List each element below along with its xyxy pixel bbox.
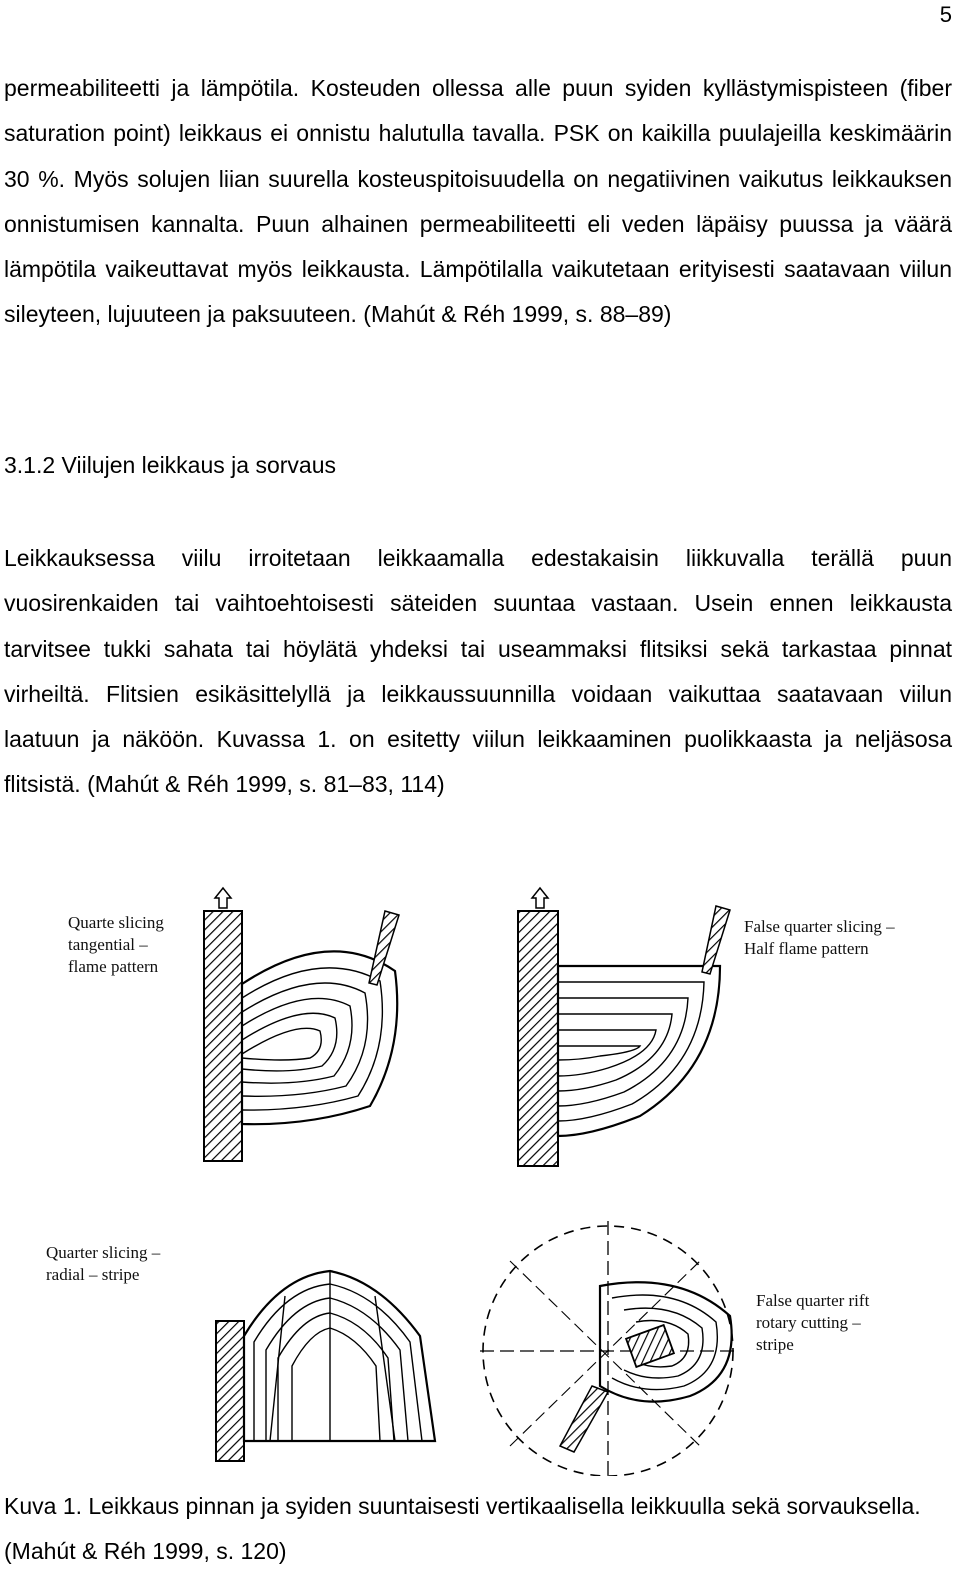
panel-label-line: False quarter rift	[756, 1291, 870, 1310]
section-heading: 3.1.2 Viilujen leikkaus ja sorvaus	[4, 452, 336, 478]
panel-rotary-cutting	[480, 1221, 870, 1476]
panel-label-line: Quarter slicing –	[46, 1243, 161, 1262]
slicing-knife	[702, 906, 730, 974]
up-arrow-icon	[532, 888, 548, 908]
clamp-plate	[518, 911, 558, 1166]
panel-label-line: Quarte slicing	[68, 913, 164, 932]
clamp-plate	[216, 1321, 244, 1461]
page-number: 5	[939, 2, 952, 27]
panel-label-line: rotary cutting –	[756, 1313, 861, 1332]
veneer-slicing-figure	[40, 866, 940, 1476]
clamp-plate	[204, 911, 242, 1161]
flitch-growth-rings	[244, 1271, 435, 1441]
panel-quarter-slicing-radial	[46, 1243, 435, 1461]
lathe-knife	[560, 1386, 608, 1452]
up-arrow-icon	[215, 888, 231, 908]
panel-label-line: False quarter slicing –	[744, 917, 895, 936]
chuck-block	[626, 1325, 674, 1367]
flitch-growth-rings	[558, 966, 720, 1136]
panel-label-line: radial – stripe	[46, 1265, 140, 1284]
body-paragraph-1: permeabiliteetti ja lämpötila. Kosteuden ollessa alle puun syiden kyllästymispisteen (fiber saturation point) leikkaus ei onnistu halutulla tavalla. PSK on kaikilla puulajeilla keskimäärin 30 %. Myös solujen liian suurella kosteuspitoisuudella on negatiivinen vaikutus leikkauksen onnistumisen kannalta. Puun alhainen permeabiliteetti eli veden läpäisy puussa ja väärä lämpötila vaikeuttavat myös leikkausta. Lämpötilalla vaikutetaan erityisesti saatavaan viilun sileyteen, lujuuteen ja paksuuteen. (Mahút & Réh 1999, s. 88–89)	[4, 75, 952, 328]
body-paragraph-2: Leikkauksessa viilu irroitetaan leikkaamalla edestakaisin liikkuvalla terällä puun vuosirenkaiden tai vaihtoehtoisesti säteiden suuntaa vastaan. Usein ennen leikkausta tarvitsee tukki sahata tai höylätä yhdeksi tai useammaksi flitsiksi sekä tarkastaa pinnat virheiltä. Flitsien esikäsittelyllä ja leikkaussuunnilla voidaan vaikuttaa saatavaan viilun laatuun ja näköön. Kuvassa 1. on esitetty viilun leikkaaminen puolikkaasta ja neljäsosa flitsistä. (Mahút & Réh 1999, s. 81–83, 114)	[4, 545, 952, 798]
panel-label-line: tangential –	[68, 935, 148, 954]
panel-label-line: Half flame pattern	[744, 939, 869, 958]
panel-label-line: flame pattern	[68, 957, 159, 976]
panel-label-line: stripe	[756, 1335, 794, 1354]
panel-false-quarter-slicing	[518, 888, 895, 1166]
panel-quarter-slicing-tangential	[68, 888, 399, 1161]
figure-caption: Kuva 1. Leikkaus pinnan ja syiden suuntaisesti vertikaalisella leikkuulla sekä sorvauksella. (Mahút & Réh 1999, s. 120)	[4, 1493, 921, 1564]
